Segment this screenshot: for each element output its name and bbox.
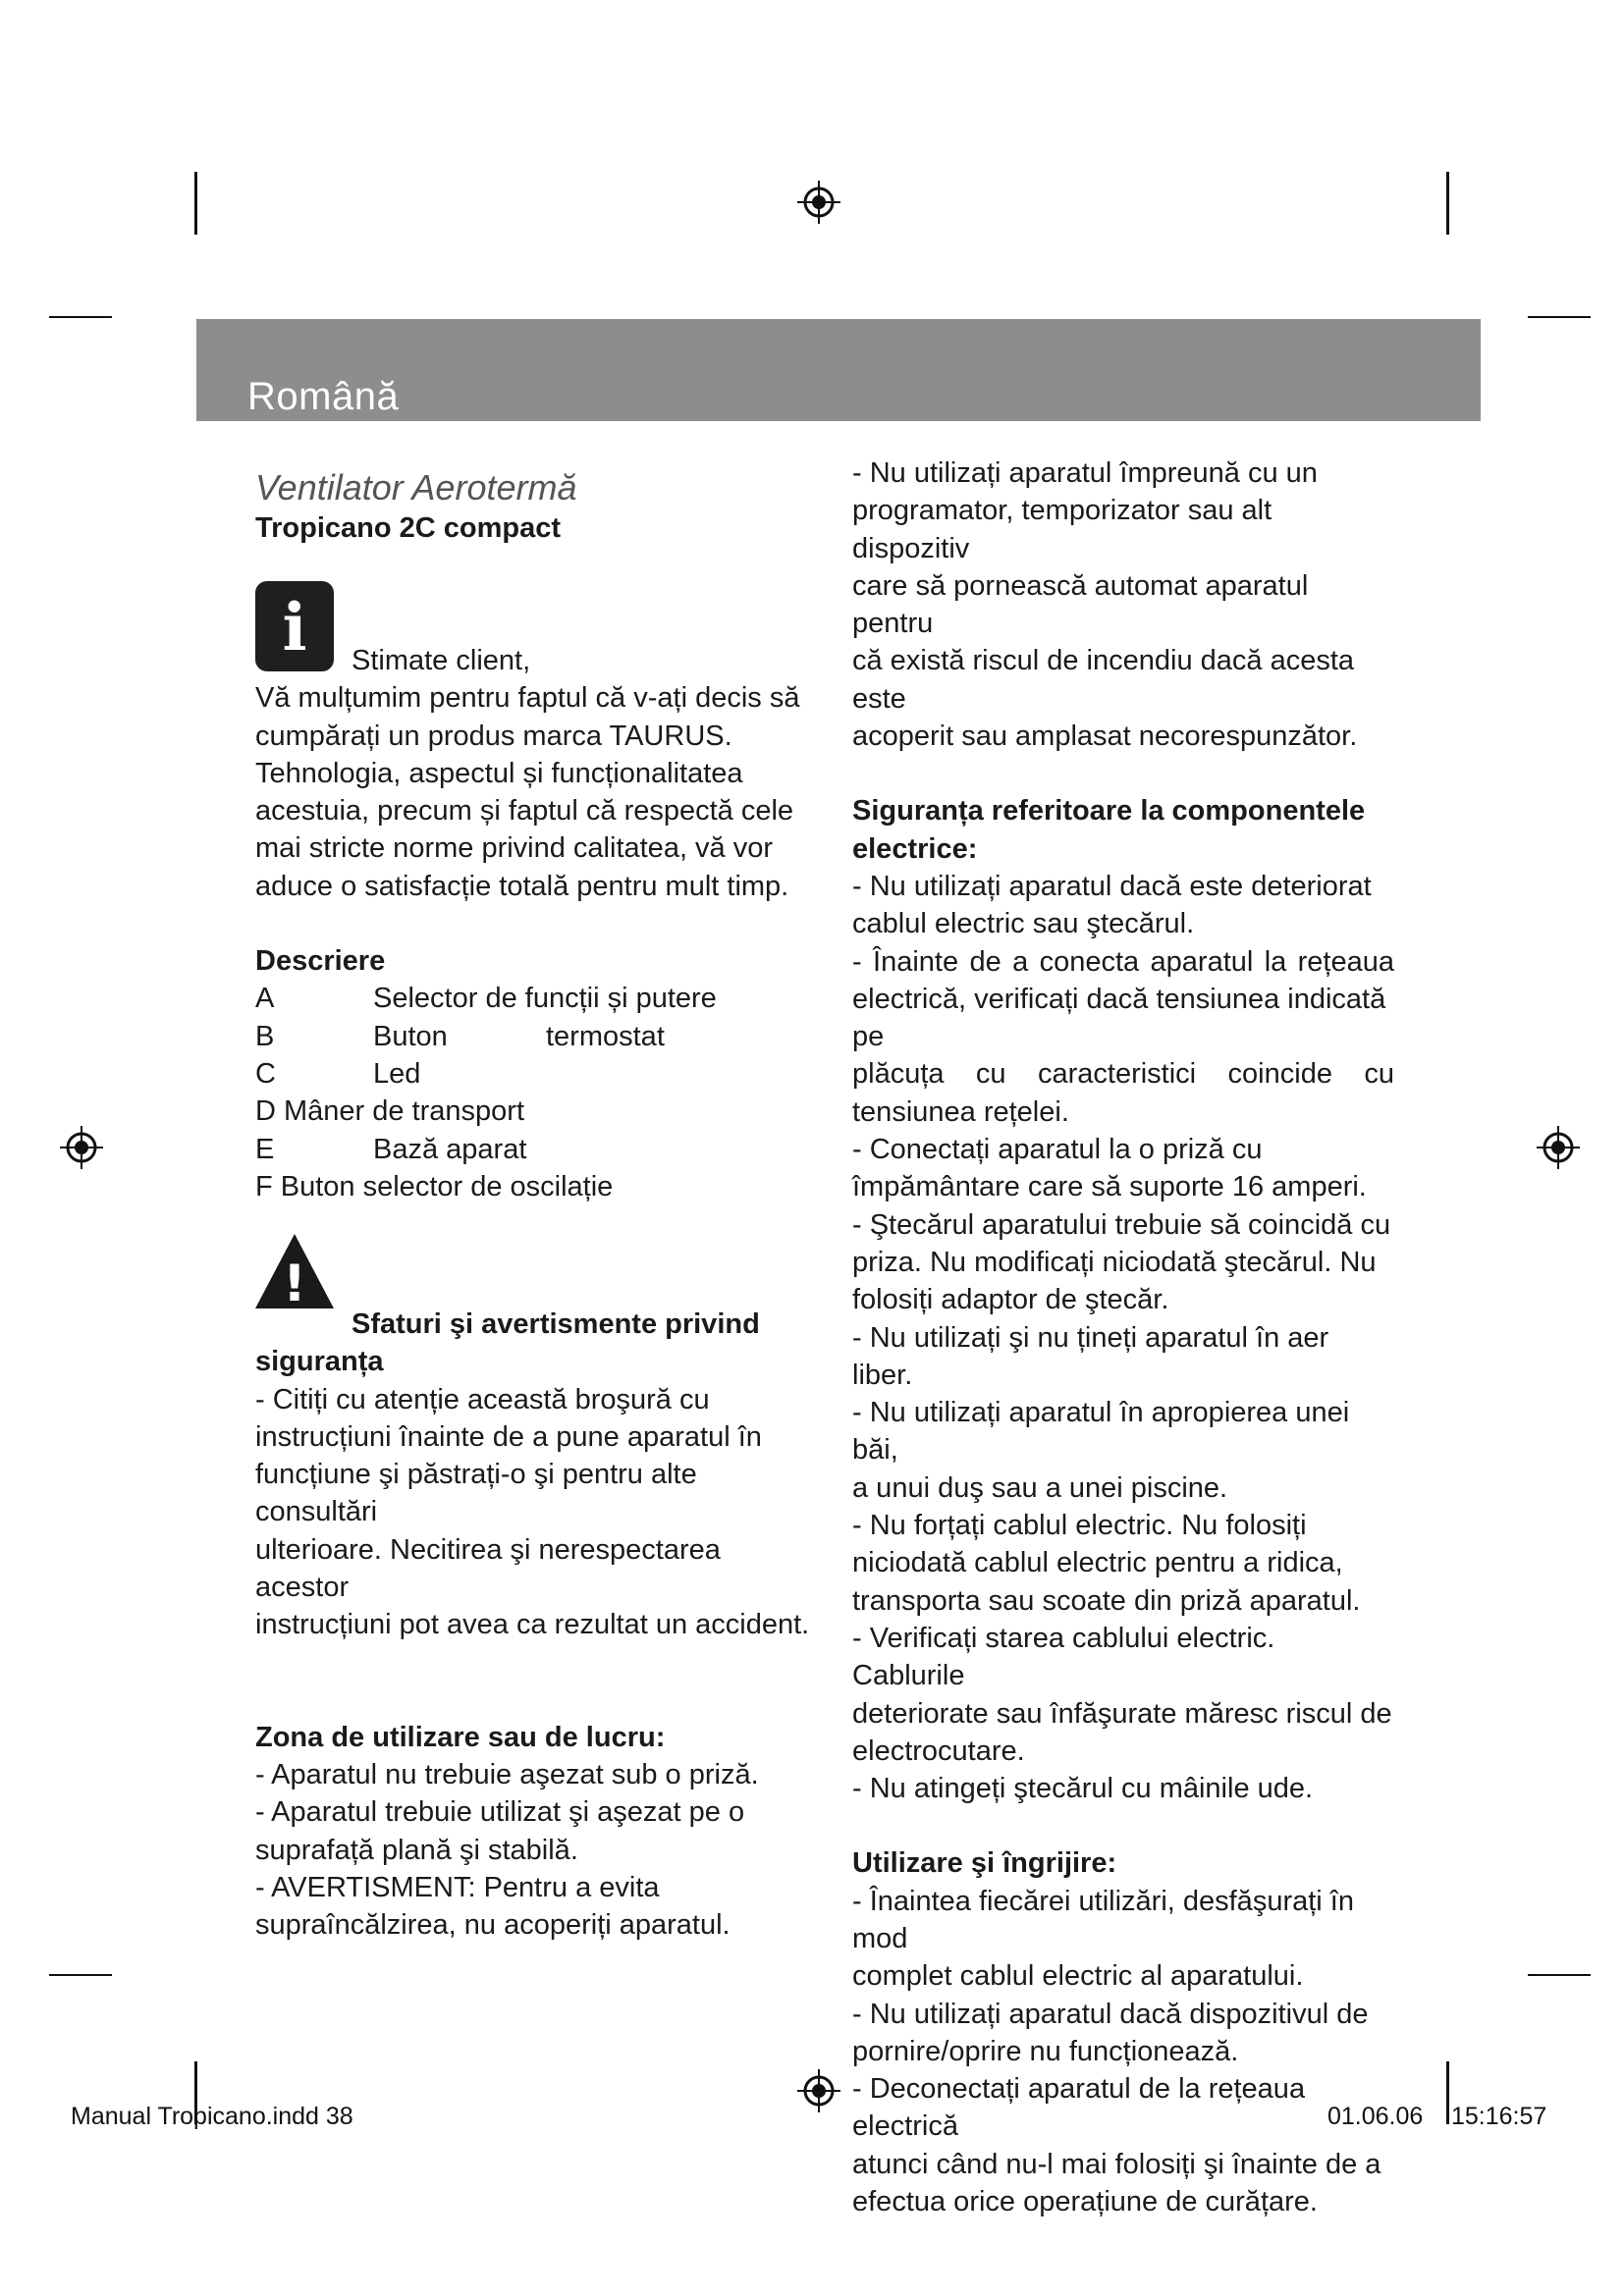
description-item: F Buton selector de oscilație	[255, 1170, 614, 1202]
product-title: Ventilator Aerotermă	[255, 467, 577, 507]
safety-line: instrucțiuni înainte de a pune aparatul în	[255, 1420, 762, 1453]
electrical-line: împământare care să suporte 16 amperi.	[852, 1171, 1367, 1203]
right-intro-line: acoperit sau amplasat necorespunzător.	[852, 721, 1358, 753]
intro-line: Vă mulțumim pentru faptul că v-ați decis să	[255, 682, 800, 715]
registration-mark-icon	[1535, 1124, 1582, 1171]
crop-mark	[194, 172, 197, 235]
footer-time: 15:16:57	[1451, 2103, 1547, 2130]
electrical-line: - Verificați starea cablului electric. Cablurile	[852, 1622, 1275, 1692]
product-model: Tropicano 2C compact	[255, 512, 562, 544]
description-item: E Bază aparat	[255, 1133, 527, 1165]
right-intro-line: care să pornească automat aparatul pentru	[852, 569, 1309, 640]
electrical-line: electrocutare.	[852, 1735, 1025, 1767]
usage-line: - Deconectați aparatul de la rețeaua electrică	[852, 2073, 1306, 2143]
svg-text:!: !	[283, 1255, 306, 1310]
right-intro-line: programator, temporizator sau alt dispozitiv	[852, 495, 1272, 564]
right-column	[852, 454, 1394, 2220]
electrical-line: electrică, verificați dacă tensiunea indicată pe	[852, 983, 1386, 1053]
electrical-line: cablul electric sau ştecărul.	[852, 908, 1195, 940]
electrical-line: - Înainte de a conecta aparatul la rețeaua	[852, 945, 1394, 978]
work-area-line: supraîncălzirea, nu acoperiți aparatul.	[255, 1909, 731, 1942]
usage-heading: Utilizare şi îngrijire:	[852, 1847, 1117, 1880]
safety-heading: siguranța	[255, 1346, 384, 1378]
electrical-heading: Siguranța referitoare la componentele	[852, 795, 1366, 828]
electrical-line: a unui duş sau a unei piscine.	[852, 1471, 1228, 1504]
registration-mark-icon	[795, 179, 842, 226]
intro-section	[255, 642, 815, 1205]
safety-line: funcțiune şi păstrați-o şi pentru alte consultări	[255, 1459, 697, 1528]
registration-mark-icon	[58, 1124, 105, 1171]
usage-line: atunci când nu-l mai folosiți şi înainte de a	[852, 2148, 1381, 2180]
crop-mark	[1528, 1974, 1591, 1976]
crop-mark	[1446, 172, 1449, 235]
electrical-line: - Nu utilizați şi nu țineți aparatul în aer liber.	[852, 1321, 1329, 1391]
intro-line: mai stricte norme privind calitatea, vă vor	[255, 832, 774, 865]
electrical-line: - Nu atingeți ştecărul cu mâinile ude.	[852, 1773, 1314, 1805]
electrical-line: - Ştecărul aparatului trebuie să coincidă cu	[852, 1208, 1391, 1241]
right-intro-line: că există riscul de incendiu dacă acesta este	[852, 645, 1355, 715]
safety-section	[255, 1306, 815, 1944]
footer-file: Manual Tropicano.indd 38	[71, 2103, 353, 2130]
description-item: D Mâner de transport	[255, 1095, 525, 1128]
crop-mark	[49, 316, 112, 318]
electrical-line: niciodată cablul electric pentru a ridica,	[852, 1547, 1343, 1579]
electrical-line: - Nu forțați cablul electric. Nu folosiți	[852, 1510, 1307, 1542]
svg-text:i: i	[282, 589, 307, 666]
electrical-line: folosiți adaptor de ştecăr.	[852, 1284, 1169, 1316]
electrical-heading: electrice:	[852, 832, 978, 865]
footer-date: 01.06.06	[1327, 2103, 1424, 2130]
work-area-heading: Zona de utilizare sau de lucru:	[255, 1721, 666, 1753]
electrical-line: priza. Nu modificați niciodată ştecărul. Nu	[852, 1246, 1377, 1278]
usage-line: - Înaintea fiecărei utilizări, desfăşurați în mod	[852, 1885, 1354, 1954]
registration-mark-icon	[795, 2067, 842, 2114]
left-column	[255, 466, 815, 547]
work-area-line: - AVERTISMENT: Pentru a evita	[255, 1871, 660, 1903]
description-heading: Descriere	[255, 945, 386, 978]
description-item: A Selector de funcții și putere	[255, 983, 717, 1015]
usage-line: efectua orice operațiune de curățare.	[852, 2186, 1318, 2218]
work-area-line: - Aparatul trebuie utilizat şi aşezat pe o	[255, 1796, 745, 1829]
greeting: Stimate client,	[352, 645, 531, 676]
intro-line: Tehnologia, aspectul și funcționalitatea	[255, 757, 743, 789]
electrical-line: - Conectați aparatul la o priză cu	[852, 1134, 1263, 1166]
right-intro-line: - Nu utilizați aparatul împreună cu un	[852, 457, 1318, 489]
usage-line: pornire/oprire nu funcționează.	[852, 2035, 1239, 2067]
work-area-line: suprafață plană şi stabilă.	[255, 1834, 578, 1866]
electrical-line: deteriorate sau înfăşurate măresc riscul de	[852, 1697, 1392, 1730]
safety-line: instrucțiuni pot avea ca rezultat un accident.	[255, 1609, 810, 1641]
crop-mark	[49, 1974, 112, 1976]
language-header	[196, 319, 1481, 421]
electrical-line: transporta sau scoate din priză aparatul.	[852, 1584, 1361, 1617]
safety-line: - Citiți cu atenție această broşură cu	[255, 1383, 710, 1415]
warning-icon	[253, 1232, 336, 1310]
description-item: C Led	[255, 1057, 421, 1090]
safety-line: ulterioare. Necitirea şi nerespectarea acestor	[255, 1533, 721, 1604]
safety-heading: Sfaturi şi avertismente privind	[352, 1308, 760, 1340]
electrical-line: - Nu utilizați aparatul în apropierea unei băi,	[852, 1397, 1350, 1467]
electrical-line: plăcuța cu caracteristici coincide cu	[852, 1058, 1394, 1091]
usage-line: - Nu utilizați aparatul dacă dispozitivul de	[852, 1998, 1369, 2030]
intro-line: cumpărați un produs marca TAURUS.	[255, 720, 732, 752]
intro-line: aduce o satisfacție totală pentru mult timp.	[255, 870, 789, 902]
electrical-line: tensiunea rețelei.	[852, 1095, 1069, 1128]
work-area-line: - Aparatul nu trebuie aşezat sub o priză.	[255, 1758, 759, 1790]
crop-mark	[1446, 2061, 1449, 2124]
electrical-line: - Nu utilizați aparatul dacă este deteriorat	[852, 870, 1372, 902]
intro-line: acestuia, precum și faptul că respectă cele	[255, 795, 794, 828]
language-label: Română	[247, 375, 400, 418]
usage-line: complet cablul electric al aparatului.	[852, 1960, 1304, 1993]
description-item: B Buton termostat	[255, 1020, 665, 1052]
crop-mark	[1528, 316, 1591, 318]
